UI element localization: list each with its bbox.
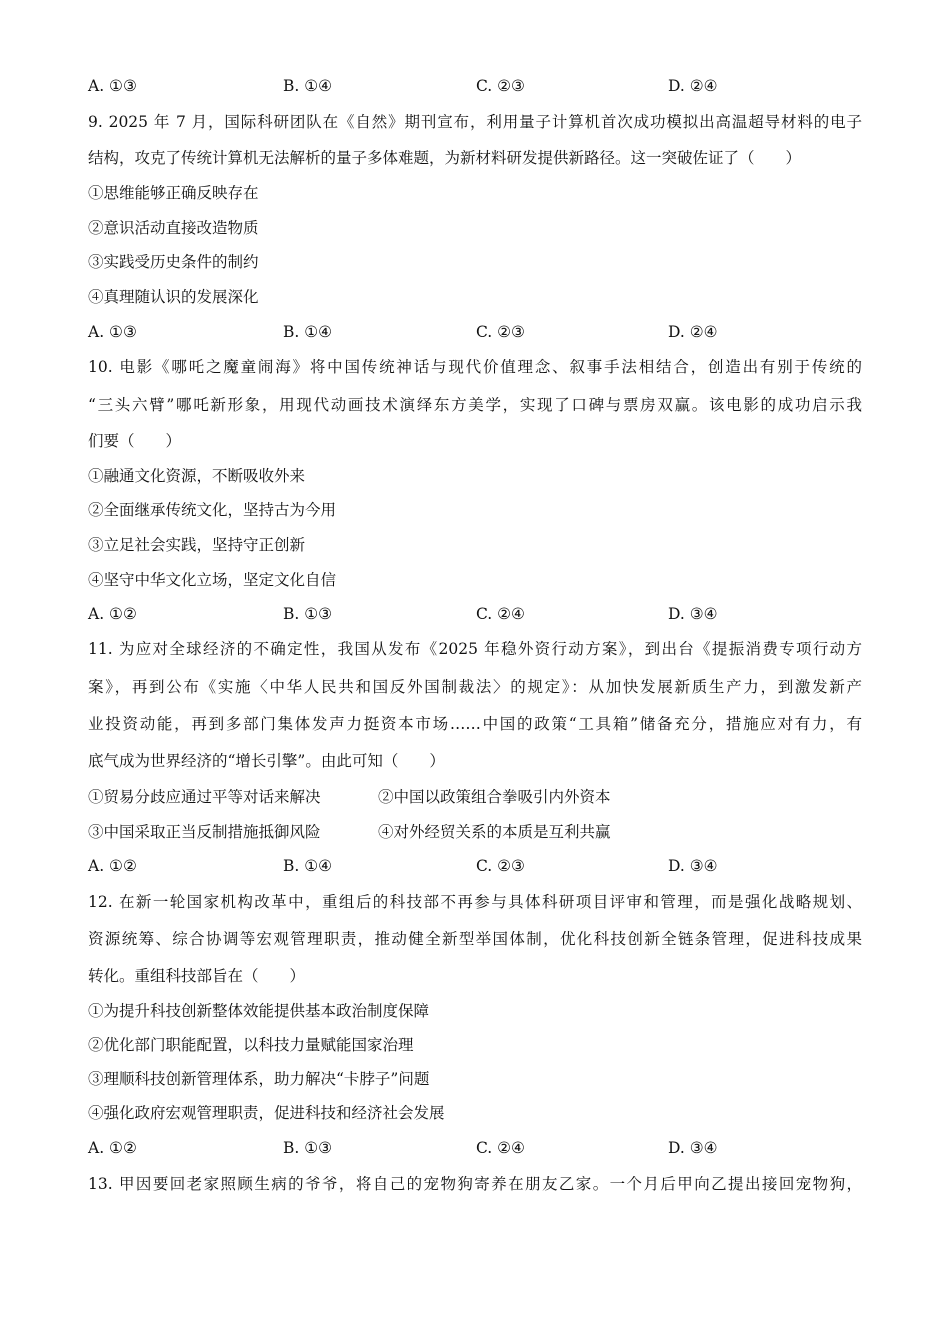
q10-option-a: A. ①② [88, 605, 137, 623]
q11-stem-line-2: 案》，再到公布《实施〈中华人民共和国反外国制裁法〉的规定》：从加快发展新质生产力，到激发新产 [88, 678, 862, 696]
q9-option-c: C. ②③ [476, 323, 525, 341]
q8-option-c: C. ②③ [476, 77, 525, 95]
q10-statement-4: ④坚守中华文化立场，坚定文化自信 [88, 571, 337, 589]
q9-stem-line-2: 结构，攻克了传统计算机无法解析的量子多体难题，为新材料研发提供新路径。这一突破佐证了（ ） [88, 149, 802, 167]
q12-option-d: D. ③④ [668, 1139, 718, 1157]
q10-statement-1: ①融通文化资源，不断吸收外来 [88, 467, 306, 485]
q12-statement-2: ②优化部门职能配置，以科技力量赋能国家治理 [88, 1036, 414, 1054]
q12-option-b: B. ①③ [283, 1139, 333, 1157]
q11-stem-line-1: 11. 为应对全球经济的不确定性，我国从发布《2025 年稳外资行动方案》，到出台《提振消费专项行动方 [88, 640, 862, 658]
q10-option-d: D. ③④ [668, 605, 718, 623]
q9-option-a: A. ①③ [88, 323, 137, 341]
q11-option-d: D. ③④ [668, 857, 718, 875]
q11-statements-row-1 [88, 787, 868, 807]
q12-stem-line-1: 12. 在新一轮国家机构改革中，重组后的科技部不再参与具体科研项目评审和管理，而是强化战略规划、 [88, 893, 862, 911]
q9-statement-3: ③实践受历史条件的制约 [88, 253, 259, 271]
q11-option-c: C. ②③ [476, 857, 525, 875]
q10-options [88, 604, 868, 624]
q9-options [88, 322, 868, 342]
q12-statement-3: ③理顺科技创新管理体系，助力解决“卡脖子”问题 [88, 1070, 430, 1088]
q11-statements-row-2 [88, 822, 868, 842]
q9-option-d: D. ②④ [668, 323, 718, 341]
q8-option-a: A. ①③ [88, 77, 137, 95]
q12-stem-line-3: 转化。重组科技部旨在（ ） [88, 967, 306, 985]
q11-statement-2: ②中国以政策组合拳吸引内外资本 [378, 788, 611, 806]
q11-stem-line-3: 业投资动能，再到多部门集体发声力挺资本市场……中国的政策“工具箱”储备充分，措施应对有力，有 [88, 715, 862, 733]
q9-statement-4: ④真理随认识的发展深化 [88, 288, 259, 306]
q9-stem-line-1: 9. 2025 年 7 月，国际科研团队在《自然》期刊宣布，利用量子计算机首次成功模拟出高温超导材料的电子 [88, 113, 862, 131]
q12-options [88, 1138, 868, 1158]
q10-option-c: C. ②④ [476, 605, 525, 623]
q9-statement-2: ②意识活动直接改造物质 [88, 219, 259, 237]
q10-stem-line-3: 们要（ ） [88, 432, 182, 450]
q11-option-a: A. ①② [88, 857, 137, 875]
q8-options [88, 76, 868, 96]
q9-statement-1: ①思维能够正确反映存在 [88, 184, 259, 202]
q11-options [88, 856, 868, 876]
q13-stem-line-1: 13. 甲因要回老家照顾生病的爷爷，将自己的宠物狗寄养在朋友乙家。一个月后甲向乙提出接回宠物狗， [88, 1175, 862, 1193]
q12-option-a: A. ①② [88, 1139, 137, 1157]
q8-option-d: D. ②④ [668, 77, 718, 95]
q10-statement-2: ②全面继承传统文化，坚持古为今用 [88, 501, 337, 519]
q10-statement-3: ③立足社会实践，坚持守正创新 [88, 536, 306, 554]
q11-statement-1: ①贸易分歧应通过平等对话来解决 [88, 788, 321, 806]
q11-stem-line-4: 底气成为世界经济的“增长引擎”。由此可知（ ） [88, 752, 445, 770]
q8-option-b: B. ①④ [283, 77, 333, 95]
q12-statement-4: ④强化政府宏观管理职责，促进科技和经济社会发展 [88, 1104, 445, 1122]
q10-option-b: B. ①③ [283, 605, 333, 623]
q10-stem-line-1: 10. 电影《哪吒之魔童闹海》将中国传统神话与现代价值理念、叙事手法相结合，创造出有别于传统的 [88, 358, 862, 376]
q11-statement-4: ④对外经贸关系的本质是互利共赢 [378, 823, 611, 841]
q12-statement-1: ①为提升科技创新整体效能提供基本政治制度保障 [88, 1002, 430, 1020]
q12-stem-line-2: 资源统筹、综合协调等宏观管理职责，推动健全新型举国体制，优化科技创新全链条管理，促进科技成果 [88, 930, 862, 948]
q12-option-c: C. ②④ [476, 1139, 525, 1157]
q10-stem-line-2: “三头六臂”哪吒新形象，用现代动画技术演绎东方美学，实现了口碑与票房双赢。该电影的成功启示我 [88, 396, 862, 414]
q11-statement-3: ③中国采取正当反制措施抵御风险 [88, 823, 321, 841]
q9-option-b: B. ①④ [283, 323, 333, 341]
q11-option-b: B. ①④ [283, 857, 333, 875]
